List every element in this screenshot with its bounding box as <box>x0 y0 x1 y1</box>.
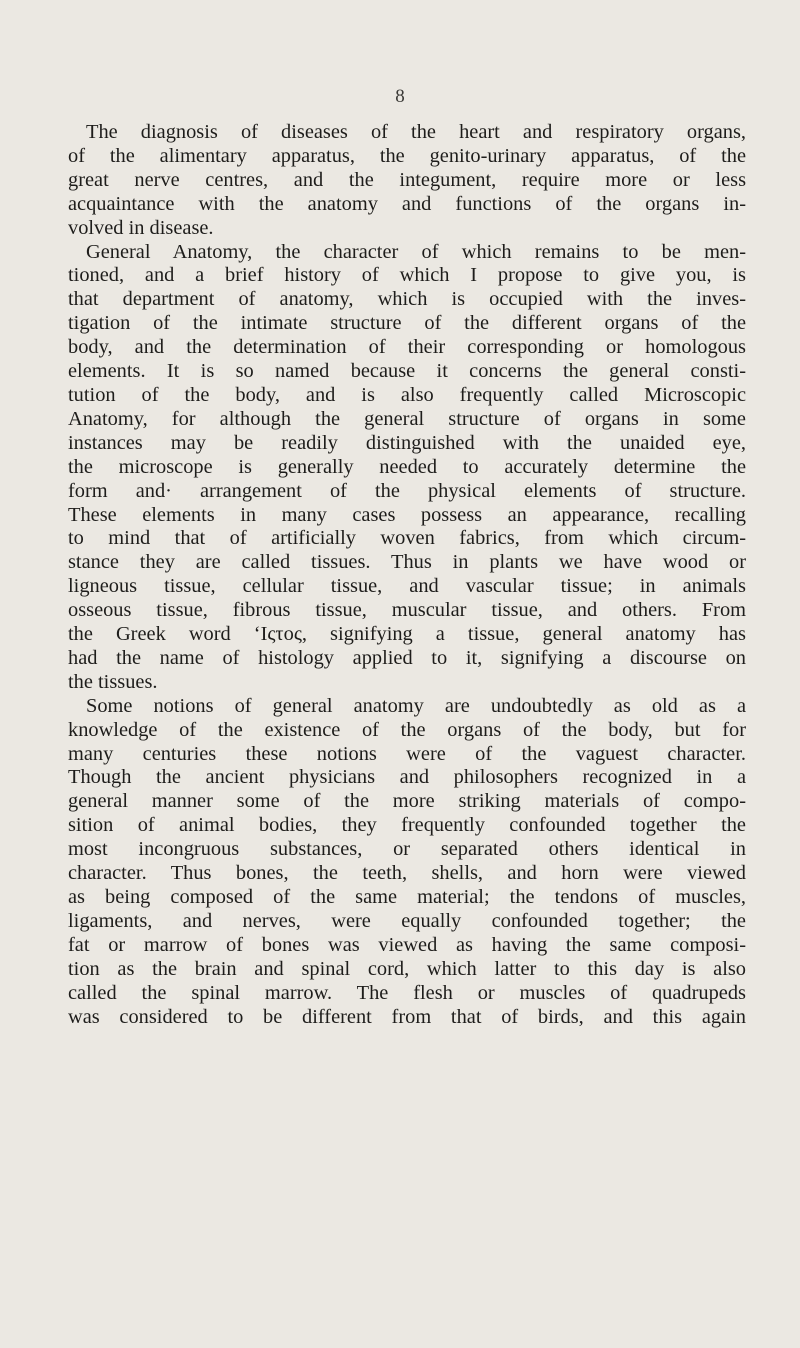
text-line: sition of animal bodies, they frequently confounded together the <box>68 814 746 837</box>
text-line: body, and the determination of their corresponding or homologous <box>68 336 746 359</box>
text-line: was considered to be different from that of birds, and this again <box>68 1005 746 1028</box>
text-line: stance they are called tissues. Thus in plants we have wood or <box>68 551 746 574</box>
text-line: tion as the brain and spinal cord, which latter to this day is also <box>68 957 746 980</box>
text-line: knowledge of the existence of the organs of the body, but for <box>68 718 746 741</box>
paragraph <box>68 241 746 695</box>
text-line: ligneous tissue, cellular tissue, and vascular tissue; in animals <box>68 575 746 598</box>
text-line: the tissues. <box>68 670 158 693</box>
text-line: general manner some of the more striking materials of compo- <box>68 790 746 813</box>
text-line: tioned, and a brief history of which I propose to give you, is <box>68 264 746 287</box>
text-line: General Anatomy, the character of which remains to be men- <box>86 240 746 263</box>
paragraph <box>68 121 746 241</box>
text-line: The diagnosis of diseases of the heart and respiratory organs, <box>86 121 746 143</box>
text-line: Some notions of general anatomy are undoubtedly as old as a <box>86 694 746 717</box>
text-line: called the spinal marrow. The flesh or muscles of quadrupeds <box>68 981 746 1004</box>
text-line: These elements in many cases possess an appearance, recalling <box>68 503 746 526</box>
text-line: Though the ancient physicians and philosophers recognized in a <box>68 766 746 789</box>
text-line: tigation of the intimate structure of the different organs of the <box>68 312 746 335</box>
text-line: acquaintance with the anatomy and functions of the organs in- <box>68 192 746 215</box>
text-line: fat or marrow of bones was viewed as having the same composi- <box>68 933 746 956</box>
text-line: of the alimentary apparatus, the genito-urinary apparatus, of the <box>68 144 746 167</box>
text-line: osseous tissue, fibrous tissue, muscular tissue, and others. From <box>68 599 746 622</box>
body-text <box>68 121 746 1029</box>
text-line: elements. It is so named because it concerns the general consti- <box>68 360 746 383</box>
text-line: Anatomy, for although the general structure of organs in some <box>68 407 746 430</box>
text-line: many centuries these notions were of the vaguest character. <box>68 742 746 765</box>
text-line: the microscope is generally needed to accurately determine the <box>68 455 746 478</box>
text-line: instances may be readily distinguished with the unaided eye, <box>68 431 746 454</box>
text-line: form and· arrangement of the physical elements of structure. <box>68 479 746 502</box>
text-line: the Greek word ‘Ιςτος, signifying a tissue, general anatomy has <box>68 623 746 646</box>
text-line: as being composed of the same material; the tendons of muscles, <box>68 886 746 908</box>
text-line: to mind that of artificially woven fabrics, from which circum- <box>68 527 746 550</box>
text-line: most incongruous substances, or separated others identical in <box>68 838 746 861</box>
text-line: that department of anatomy, which is occupied with the inves- <box>68 288 746 311</box>
text-line: tution of the body, and is also frequently called Microscopic <box>68 383 746 406</box>
text-line: had the name of histology applied to it, signifying a discourse on <box>68 646 746 669</box>
paragraph <box>68 695 746 1030</box>
text-line: volved in disease. <box>68 216 214 239</box>
text-line: character. Thus bones, the teeth, shells, and horn were viewed <box>68 862 746 885</box>
page-number: 8 <box>395 86 405 107</box>
text-line: great nerve centres, and the integument, require more or less <box>68 168 746 191</box>
text-line: ligaments, and nerves, were equally confounded together; the <box>68 909 746 932</box>
